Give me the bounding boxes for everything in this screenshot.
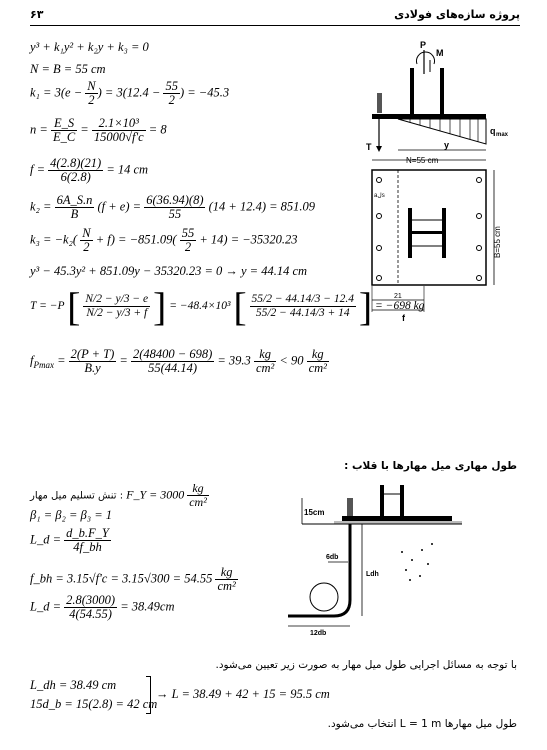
- pressure-diagram: [398, 119, 486, 144]
- label-as: aلs: [374, 193, 385, 199]
- equation-fy: : تنش تسلیم میل مهار F_Y = 3000 $\frac{kg}{\text{cm²}}$: [30, 481, 207, 509]
- base-plate-diagram: [360, 38, 520, 338]
- equation-t: T = −P [ $\frac{N/2 - y/3 - e}{N/2 - y/3 + f}$ ] = −48.4×10³ [ $\frac{55/2 - 44.14/3 - 12.4}{55/2 - 44.14/3 + 14}$ ] = −698 kg: [30, 284, 425, 329]
- equation-cubic-solved: y³ − 45.3y² + 851.09y − 35320.23 = 0 → y = 44.14 cm: [30, 264, 308, 278]
- page-number: ۶۳: [30, 8, 44, 21]
- label-q: q: [490, 126, 496, 136]
- svg-text:max: max: [496, 132, 509, 138]
- column-flange-right: [440, 68, 444, 116]
- section-title: طول مهاری میل مهارها با قلاب :: [344, 460, 517, 472]
- label-b: B=55 cm: [493, 226, 502, 258]
- equation-ld-value: L_d = $\frac{2.8(3000)}{4(54.55)}$ = 38.49cm: [30, 593, 175, 621]
- anchor-bolt-top: [377, 93, 382, 113]
- label-21: 21: [394, 293, 402, 300]
- label-n: N=55 cm: [406, 156, 439, 165]
- column-flange-left: [410, 68, 414, 116]
- brace: [146, 676, 151, 714]
- equation-n-b: N = B = 55 cm: [30, 62, 106, 76]
- anchor-bar: [288, 524, 350, 616]
- bend-circle: [310, 583, 338, 611]
- equation-n-ratio: n = $\frac{E\_S}{E\_C}$ = $\frac{\text{2.1×10³}}{15000√f'c}$ = 8: [30, 116, 167, 144]
- label-ldh: Ldh: [366, 571, 379, 578]
- concrete-dots: [401, 543, 433, 581]
- equation-k3: k₃ = −k₂( $\frac{N}{2}$ + f) = −851.09( $\frac{55}{2}$ + 14) = −35320.23: [30, 226, 298, 254]
- page-header: [30, 8, 520, 26]
- equation-f: f = $\frac{4(2.8)(21)}{6(2.8)}$ = 14 cm: [30, 156, 149, 184]
- equation-15db: 15d_b = 15(2.8) = 42 cm: [30, 697, 158, 711]
- paragraph-text: با توجه به مسائل اجرایی طول میل مهار به صورت زیر تعیین می‌شود.: [215, 659, 517, 671]
- equation-total-length: → L = 38.49 + 42 + 15 = 95.5 cm: [156, 687, 330, 701]
- hook-plate: [342, 516, 452, 521]
- equation-beta: β₁ = β₂ = β₃ = 1: [30, 508, 113, 522]
- base-plate: [372, 114, 486, 119]
- equation-cubic: y³ + k₁y² + k₂y + k₃ = 0: [30, 40, 149, 54]
- header-title: پروژه سازه‌های فولادی: [394, 8, 520, 21]
- label-12db: 12db: [310, 630, 327, 637]
- equation-k2: k₂ = $\frac{6A\_S.n}{B}$ (f + e) = $\frac{6(36.94)(8)}{55}$ (14 + 12.4) = 851.09: [30, 193, 316, 221]
- label-6db: 6db: [326, 554, 339, 561]
- equation-fpmax: $f_{Pmax}$ = $\frac{2(P + T)}{B.y}$ = $\frac{2(48400 - 698)}{55(44.14)}$ = 39.3 $\frac{kg}{\text{cm²}}$ < 90 $\frac{kg}{\text{cm²}}$: [30, 347, 327, 375]
- label-t: T: [366, 142, 372, 152]
- equation-ldh: L_dh = 38.49 cm: [30, 678, 117, 692]
- label-15cm: 15cm: [304, 508, 325, 517]
- equation-fbh: f_bh = 3.15√f'c = 3.15√300 = 54.55 $\frac{kg}{\text{cm²}}$: [30, 565, 236, 593]
- label-f: f: [402, 313, 405, 323]
- final-text: طول میل مهارها L = 1 m انتخاب می‌شود.: [327, 718, 517, 730]
- anchor-nut: [347, 498, 353, 516]
- label-p: P: [420, 40, 427, 50]
- plan-plate: [372, 170, 486, 285]
- hook-anchor-diagram: [262, 480, 462, 640]
- label-y: y: [444, 140, 450, 150]
- label-m: M: [436, 48, 444, 58]
- plan-bolt-holes: [377, 178, 482, 281]
- equation-k1: k₁ = 3(e − $\frac{N}{2}$ ) = 3(12.4 − $\frac{55}{2}$ ) = −45.3: [30, 79, 230, 107]
- equation-ld: L_d = $\frac{d\_b.F\_Y}{4f\_bh}$: [30, 526, 109, 554]
- header-rule: [30, 25, 520, 26]
